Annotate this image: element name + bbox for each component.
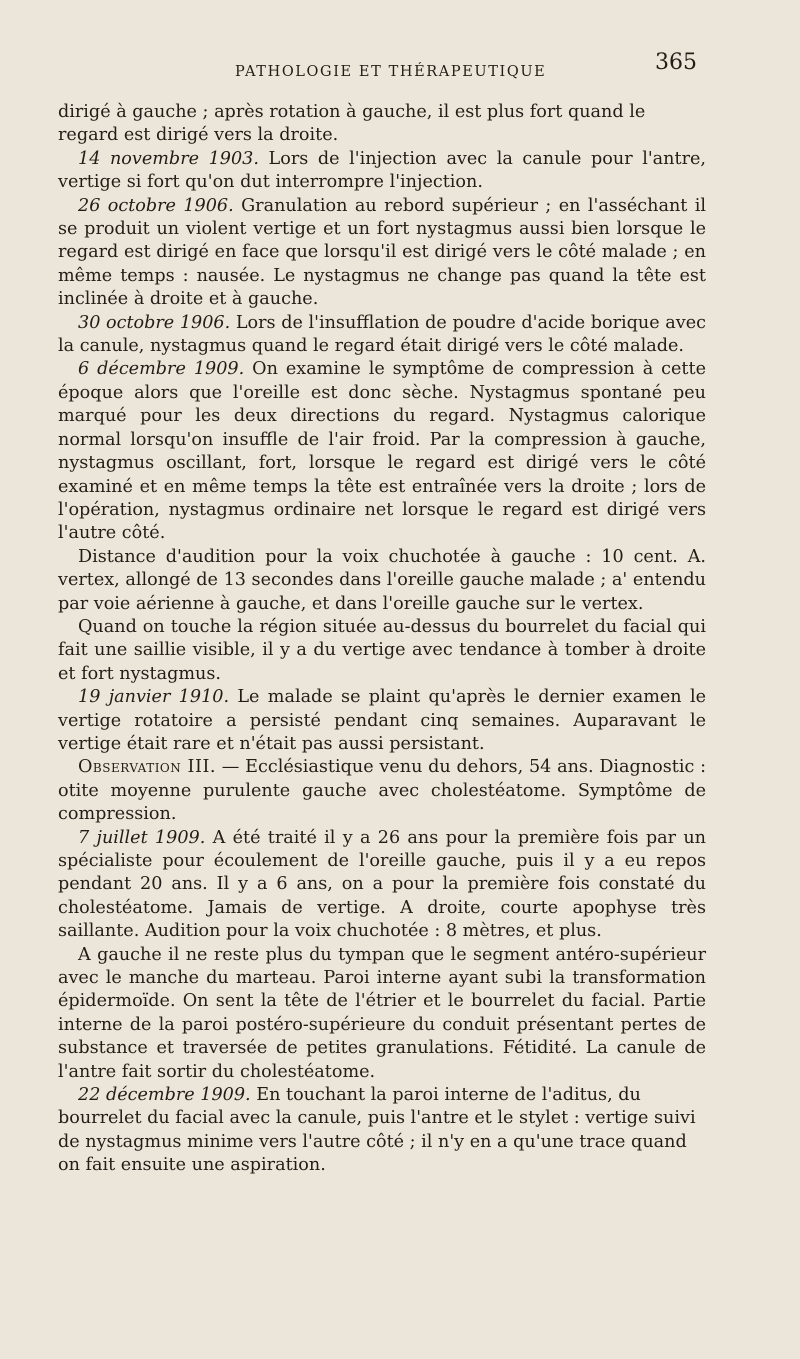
date-heading: 6 décembre 1909. [78,359,245,380]
paragraph [58,101,706,148]
paragraph [58,358,706,545]
date-heading: 19 janvier 1910. [78,687,230,708]
paragraph [58,756,706,826]
paragraph-text: Lors de l'insufflation de poudre d'acide borique avec la canule, nystagmus quand le regard était dirigé vers le côté malade. [58,312,706,357]
paragraph-text: dirigé à gauche ; après rotation à gauche, il est plus fort quand le regard est dirigé vers la droite. [58,102,646,146]
paragraph-text: En touchant la paroi interne de l'aditus, du bourrelet du facial avec la canule, puis l'antre et le stylet : vertige suivi de nystagmus minime vers l'autre côté ; il n'y en a qu'une trace quand on fait ensuite une aspiration. [58,1085,696,1176]
paragraph [58,148,706,195]
date-heading: 26 octobre 1906. [78,195,234,216]
date-heading: 14 novembre 1903. [78,148,259,169]
paragraph [58,616,706,686]
paragraph-text: Lors de l'injection avec la canule pour l'antre, vertige si fort qu'on dut interrompre l'injection. [58,148,706,193]
page-number: 365 [655,50,697,75]
running-title: PATHOLOGIE ET THÉRAPEUTIQUE [235,64,547,80]
paragraph-text: On examine le symptôme de compression à cette époque alors que l'oreille est donc sèche. Nystagmus spontané peu marqué pour les deux directions du regard. Nystagmus calorique normal lorsqu'on insuffle de l'air froid. Par la compression à gauche, nystagmus oscillant, fort, lorsque le regard est dirigé vers le côté examiné et en même temps la tête est entraînée vers la droite ; lors de l'opération, nystagmus ordinaire net lorsque le regard est dirigé vers l'autre côté. [58,359,706,544]
paragraph [58,195,706,312]
paragraph-text: Granulation au rebord supérieur ; en l'asséchant il se produit un violent vertige et un fort nystagmus aussi bien lorsque le regard est dirigé en face que lorsqu'il est dirigé vers le côté malade ; en même temps : nausée. Le nystagmus ne change pas quand la tête est inclinée à droite et à gauche. [58,195,706,310]
page-header [0,48,800,88]
paragraph [58,1084,706,1178]
paragraph [58,686,706,756]
paragraph-text: — Ecclésiastique venu du dehors, 54 ans. Diagnostic : otite moyenne purulente gauche avec cholestéatome. Symptôme de compression. [58,757,707,825]
paragraph-text: Le malade se plaint qu'après le dernier examen le vertige rotatoire a persisté pendant cinq semaines. Auparavant le vertige était rare et n'était pas aussi persistant. [58,687,706,754]
date-heading: 7 juillet 1909. [78,827,206,848]
observation-heading: Observation III. [78,757,216,778]
paragraph-text: Quand on touche la région située au-dessus du bourrelet du facial qui fait une saillie visible, il y a du vertige avec tendance à tomber à droite et fort nystagmus. [58,616,706,684]
paragraph-text: A été traité il y a 26 ans pour la première fois par un spécialiste pour écoulement de l'oreille gauche, puis il y a eu repos pendant 20 ans. Il y a 6 ans, on a pour la première fois constaté du cholestéatome. Jamais de vertige. A droite, courte apophyse très saillante. Audition pour la voix chuchotée : 8 mètres, et plus. [58,827,706,942]
body-text [58,101,706,1178]
paragraph [58,944,706,1084]
paragraph-text: Distance d'audition pour la voix chuchotée à gauche : 10 cent. A. vertex, allongé de 13 secondes dans l'oreille gauche malade ; a' entendu par voie aérienne à gauche, et dans l'oreille gauche sur le vertex. [58,546,706,614]
paragraph-text: A gauche il ne reste plus du tympan que le segment antéro-supérieur avec le manche du marteau. Paroi interne ayant subi la transformation épidermoïde. On sent la tête de l'étrier et le bourrelet du facial. Partie interne de la paroi postéro-supérieure du conduit présentant pertes de substance et traversée de petites granulations. Fétidité. La canule de l'antre fait sortir du cholestéatome. [58,944,706,1082]
paragraph [58,827,706,944]
paragraph [58,312,706,359]
date-heading: 22 décembre 1909. [78,1085,251,1106]
date-heading: 30 octobre 1906. [78,312,231,333]
paragraph [58,546,706,616]
